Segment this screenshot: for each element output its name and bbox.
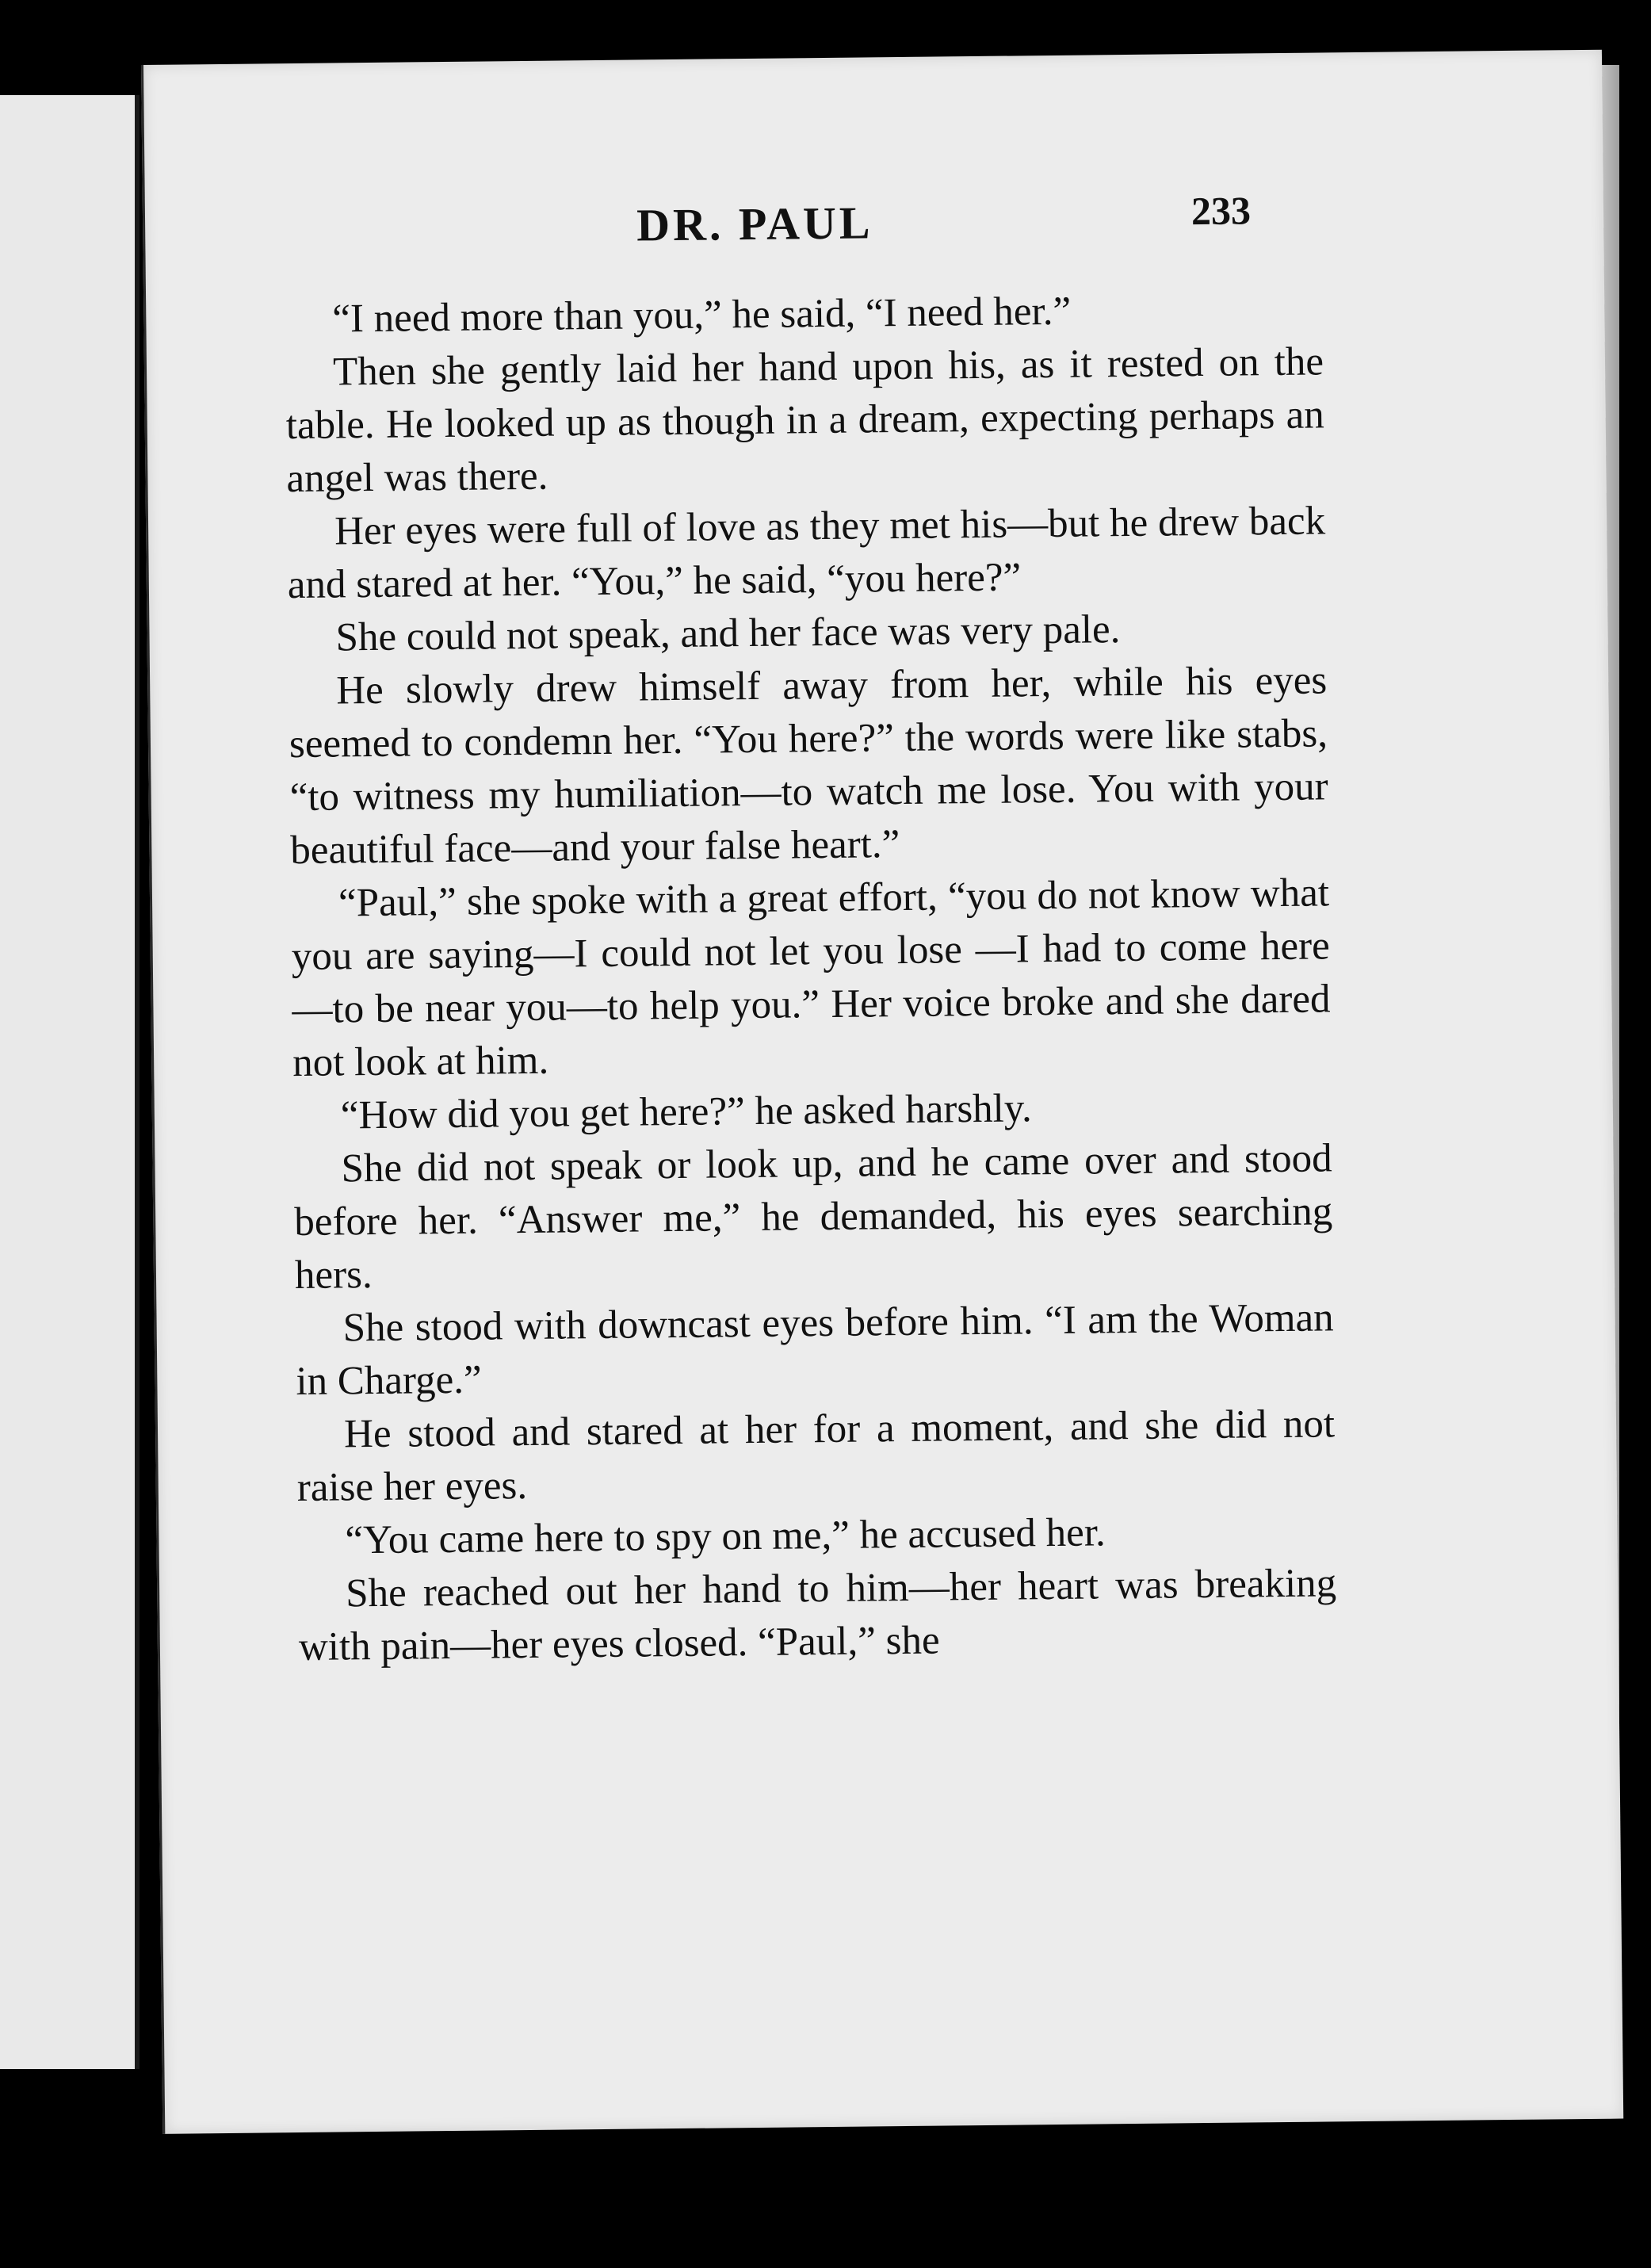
body-text xyxy=(285,282,1337,1674)
paragraph: He stood and stared at her for a moment, and she did not raise her eyes. xyxy=(296,1402,1336,1511)
paragraph: She stood with downcast eyes before him. “I am the Woman in Charge.” xyxy=(296,1295,1334,1405)
paragraph: Her eyes were full of love as they met his—but he drew back and stared at her. “You,” he said, “you here?” xyxy=(287,499,1326,608)
paragraph: “Paul,” she spoke with a great effort, “you do not know what you are saying—I could not let you lose —I had to come here—to be near you—to help you.” Her voice broke and she dared not look at him. xyxy=(291,870,1331,1086)
page-number: 233 xyxy=(1190,188,1252,234)
book-page xyxy=(141,50,1623,2134)
paragraph: She could not speak, and her face was very pale. xyxy=(335,607,1121,660)
paragraph: “I need more than you,” he said, “I need her.” xyxy=(332,289,1072,342)
paragraph: “How did you get here?” he asked harshly. xyxy=(340,1086,1033,1138)
previous-page-edge xyxy=(0,95,139,2069)
page-header xyxy=(145,189,1604,267)
paragraph: “You came here to spy on me,” he accused her. xyxy=(345,1510,1106,1563)
paragraph: She did not speak or look up, and he came over and stood before her. “Answer me,” he demanded, his eyes searching hers. xyxy=(294,1136,1333,1298)
paragraph: He slowly drew himself away from her, while his eyes seemed to condemn her. “You here?” the words were like stabs, “to witness my humiliation—to watch me lose. You with your beautiful face—and your false heart.” xyxy=(289,658,1328,874)
paragraph: She reached out her hand to him—her heart was breaking with pain—her eyes closed. “Paul,” she xyxy=(298,1561,1337,1670)
paragraph: Then she gently laid her hand upon his, as it rested on the table. He looked up as though in a dream, expecting perhaps an angel was there. xyxy=(285,339,1324,502)
running-head: DR. PAUL xyxy=(636,197,873,251)
